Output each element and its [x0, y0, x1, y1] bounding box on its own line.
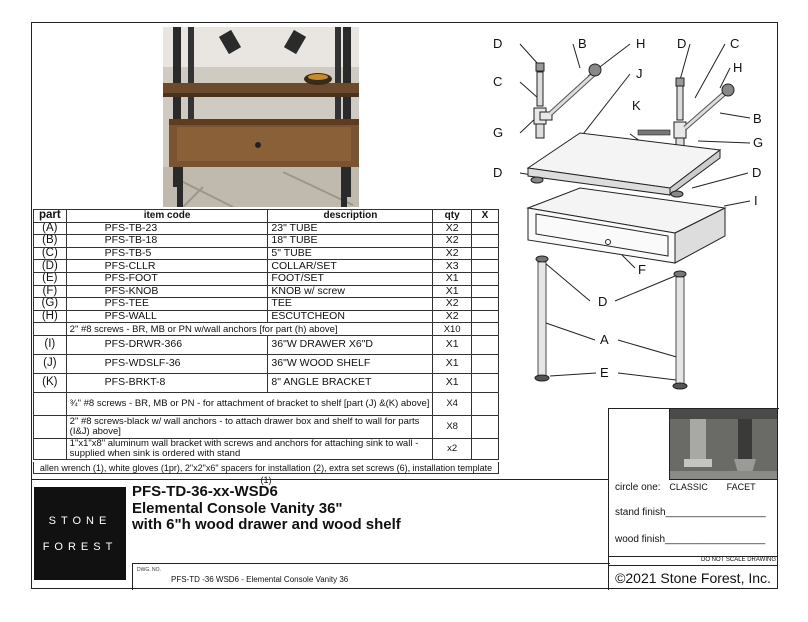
part-letter: (K) — [34, 373, 67, 392]
stand-finish-field[interactable]: stand finish__________________ — [615, 507, 766, 518]
item-code: PFS-TB-5 — [66, 247, 268, 260]
item-code: PFS-TEE — [66, 298, 268, 311]
table-note-row — [34, 392, 499, 415]
item-qty: x2 — [433, 438, 471, 459]
label-c: C — [730, 36, 740, 51]
table-row — [34, 373, 499, 392]
table-row — [34, 298, 499, 311]
item-code: PFS-WALL — [66, 310, 268, 323]
table-row — [34, 335, 499, 354]
drawing-number-label: DWG. NO. — [137, 567, 161, 573]
label-a: A — [600, 332, 609, 347]
label-g: G — [753, 135, 764, 150]
item-description: 23" TUBE — [268, 222, 433, 235]
item-qty: X10 — [433, 323, 471, 336]
item-qty: X3 — [433, 260, 471, 273]
product-subtitle: with 6"h wood drawer and wood shelf — [132, 516, 401, 533]
item-description: 36"W DRAWER X6"D — [268, 335, 433, 354]
item-code: PFS-CLLR — [66, 260, 268, 273]
part-letter: (F) — [34, 285, 67, 298]
label-j: J — [636, 66, 643, 81]
product-code: PFS-TD-36-xx-WSD6 — [132, 483, 278, 500]
wood-finish-field[interactable]: wood finish__________________ — [615, 534, 766, 545]
label-g: G — [493, 125, 504, 140]
table-row — [34, 354, 499, 373]
check-cell[interactable] — [471, 438, 498, 459]
classic-option[interactable]: CLASSIC — [669, 482, 708, 492]
table-row — [34, 222, 499, 235]
table-note-row — [34, 438, 499, 459]
item-code: PFS-TB-18 — [66, 235, 268, 248]
leg-style-options — [615, 482, 756, 493]
part-letter: (H) — [34, 310, 67, 323]
part-letter: (J) — [34, 354, 67, 373]
header-description: description — [268, 210, 433, 223]
item-code: PFS-BRKT-8 — [66, 373, 268, 392]
part-letter: (G) — [34, 298, 67, 311]
item-code: PFS-KNOB — [66, 285, 268, 298]
table-row — [34, 285, 499, 298]
header-x: X — [471, 210, 498, 223]
table-row — [34, 247, 499, 260]
stone-forest-logo — [34, 487, 126, 580]
label-e: E — [600, 365, 609, 380]
check-cell[interactable] — [471, 415, 498, 438]
item-description: KNOB w/ screw — [268, 285, 433, 298]
table-row — [34, 310, 499, 323]
label-d: D — [493, 165, 503, 180]
part-letter: (C) — [34, 247, 67, 260]
product-name: Elemental Console Vanity 36" — [132, 499, 343, 517]
item-description: FOOT/SET — [268, 272, 433, 285]
drawing-number-box — [132, 563, 610, 590]
item-description: COLLAR/SET — [268, 260, 433, 273]
part-letter: (E) — [34, 272, 67, 285]
item-qty: X2 — [433, 222, 471, 235]
item-qty: X1 — [433, 335, 471, 354]
part-letter: (A) — [34, 222, 67, 235]
item-description: 8" ANGLE BRACKET — [268, 373, 433, 392]
item-qty: X8 — [433, 415, 471, 438]
circle-one-label: circle one: — [615, 482, 661, 493]
item-description: 36"W WOOD SHELF — [268, 354, 433, 373]
label-b: B — [578, 36, 587, 51]
product-photo — [163, 27, 359, 207]
table-row — [34, 235, 499, 248]
item-description: ESCUTCHEON — [268, 310, 433, 323]
facet-option[interactable]: FACET — [726, 482, 756, 492]
item-description: 18" TUBE — [268, 235, 433, 248]
logo-line-1: STONE — [48, 515, 112, 527]
drawing-number-value: PFS-TD -36 WSD6 - Elemental Console Vanity 36 — [171, 575, 349, 584]
part-letter: (B) — [34, 235, 67, 248]
table-row — [34, 260, 499, 273]
item-qty: X2 — [433, 235, 471, 248]
leg-style-photo — [669, 409, 777, 480]
header-part: part — [34, 210, 67, 223]
do-not-scale-note: DO NOT SCALE DRAWING — [608, 556, 778, 563]
label-f: F — [638, 262, 646, 277]
label-i: I — [754, 193, 758, 208]
item-qty: X2 — [433, 298, 471, 311]
label-d: D — [493, 36, 503, 51]
exploded-diagram — [480, 28, 780, 406]
label-h: H — [733, 60, 743, 75]
label-h: H — [636, 36, 646, 51]
item-qty: X1 — [433, 354, 471, 373]
header-item-code: item code — [66, 210, 268, 223]
header-qty: qty — [433, 210, 471, 223]
item-description: TEE — [268, 298, 433, 311]
included-items-note: allen wrench (1), white gloves (1pr), 2"x2"x6" spacers for installation (2), extra set screws (6), installation template (1) — [33, 462, 499, 474]
item-code: PFS-WDSLF-36 — [66, 354, 268, 373]
item-qty: X1 — [433, 373, 471, 392]
label-d: D — [598, 294, 608, 309]
item-code: PFS-FOOT — [66, 272, 268, 285]
item-qty: X2 — [433, 247, 471, 260]
label-k: K — [632, 98, 641, 113]
label-d: D — [677, 36, 687, 51]
item-code: PFS-TB-23 — [66, 222, 268, 235]
note-text: ¾" #8 screws - BR, MB or PN - for attachment of bracket to shelf [part (J) &(K) above] — [66, 392, 433, 415]
item-qty: X2 — [433, 310, 471, 323]
label-d: D — [752, 165, 762, 180]
note-text: 2" #8 screws - BR, MB or PN w/wall anchors [for part (h) above] — [66, 323, 433, 336]
note-text: 2" #8 screws-black w/ wall anchors - to attach drawer box and shelf to wall for parts (I&J) above] — [66, 415, 433, 438]
table-header-row — [34, 210, 499, 223]
table-note-row — [34, 323, 499, 336]
parts-table — [33, 209, 499, 460]
logo-line-2: FOREST — [42, 541, 118, 553]
table-note-row — [34, 415, 499, 438]
note-text: 1"x1"x8" aluminum wall bracket with screws and anchors for attaching sink to wall - supplied when sink is ordered with stand — [66, 438, 433, 459]
item-qty: X1 — [433, 285, 471, 298]
item-qty: X4 — [433, 392, 471, 415]
label-b: B — [753, 111, 762, 126]
item-code: PFS-DRWR-366 — [66, 335, 268, 354]
item-description: 5" TUBE — [268, 247, 433, 260]
part-letter: (D) — [34, 260, 67, 273]
label-c: C — [493, 74, 503, 89]
part-letter: (I) — [34, 335, 67, 354]
table-row — [34, 272, 499, 285]
copyright: ©2021 Stone Forest, Inc. — [608, 565, 778, 590]
item-qty: X1 — [433, 272, 471, 285]
title-text — [132, 484, 401, 534]
